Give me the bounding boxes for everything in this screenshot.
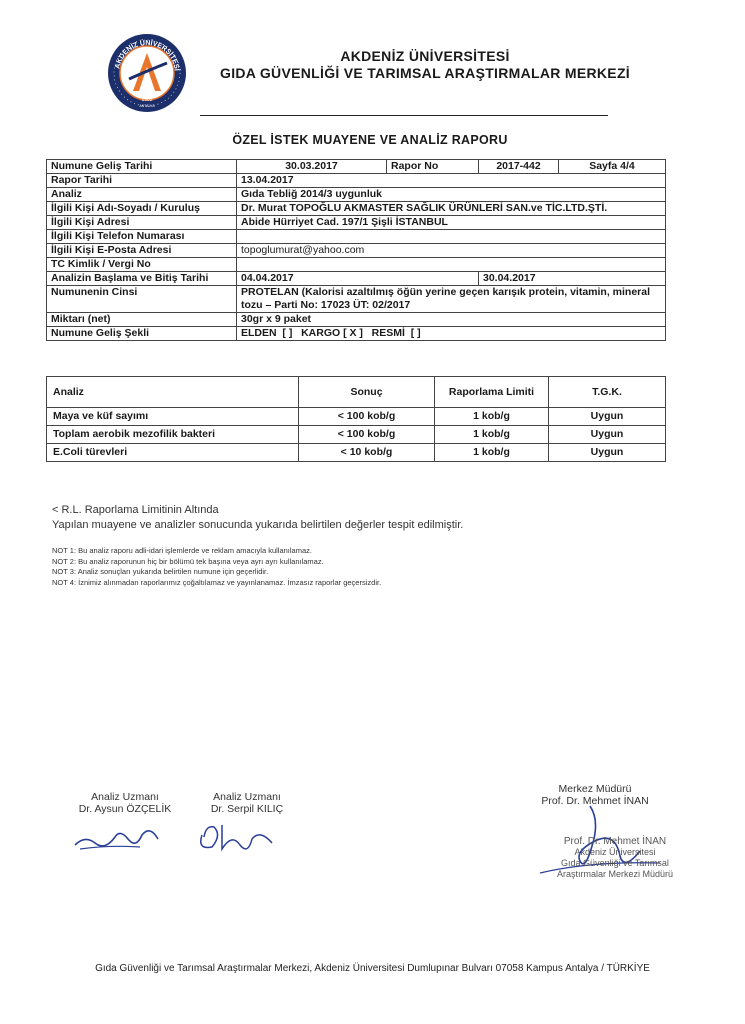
signer-name: Dr. Aysun ÖZÇELİK [78,803,172,815]
signer-name: Prof. Dr. Mehmet İNAN [541,795,649,807]
result-analiz: E.Coli türevleri [47,444,299,462]
sekil-value: ELDEN [ ] KARGO [ X ] RESMİ [ ] [237,327,666,341]
baslama-value: 04.04.2017 [237,272,479,286]
table-row [47,327,666,341]
legend-block [52,503,463,533]
adres-label: İlgili Kişi Adresi [47,216,237,230]
page-footer: Gıda Güvenliği ve Tarımsal Araştırmalar Merkezi, Akdeniz Üniversitesi Dumlupınar Bulvarı 07058 Kampus Antalya / TÜRKİYE [95,963,650,974]
result-tgk: Uygun [549,426,666,444]
column-header-sonuc: Sonuç [299,377,435,408]
column-header-analiz: Analiz [47,377,299,408]
tc-value [237,258,666,272]
result-tgk: Uygun [549,444,666,462]
sample-info-table [46,159,666,341]
note-item: NOT 4: İznimiz alınmadan raporlarımız çoğaltılamaz ve yayınlanamaz. İmzasız raporlar geçersizdir. [52,577,382,587]
table-row [47,272,666,286]
column-header-tgk: T.G.K. [549,377,666,408]
university-name: AKDENİZ ÜNİVERSİTESİ [340,48,510,64]
result-analiz: Maya ve küf sayımı [47,408,299,426]
result-sonuc: < 100 kob/g [299,408,435,426]
rapor-tarihi-label: Rapor Tarihi [47,174,237,188]
eposta-label: İlgili Kişi E-Posta Adresi [47,244,237,258]
result-analiz: Toplam aerobik mezofilik bakteri [47,426,299,444]
header-divider [200,115,608,116]
eposta-value: topoglumurat@yahoo.com [237,244,666,258]
official-stamp [540,836,690,880]
rapor-no-label: Rapor No [387,160,479,174]
result-sonuc: < 100 kob/g [299,426,435,444]
stamp-line: Akdeniz Üniversitesi [574,847,656,857]
signer-title: Merkez Müdürü [558,783,632,795]
signer-title: Analiz Uzmanı [91,791,159,803]
miktar-label: Miktarı (net) [47,313,237,327]
institution-title [200,48,650,82]
note-item: NOT 1: Bu analiz raporu adli-idari işlemlerde ve reklam amacıyla kullanılamaz. [52,546,312,555]
table-row [47,188,666,202]
conclusion-line: Yapılan muayene ve analizler sonucunda yukarıda belirtilen değerler tespit edilmiştir. [52,519,464,531]
notes-block [52,546,381,588]
table-row [47,444,666,462]
logo-year: 1982 [141,97,153,103]
note-item: NOT 2: Bu analiz raporunun hiç bir bölümü tek başına veya ayrı ayrı kullanılamaz. [52,556,324,566]
result-sonuc: < 10 kob/g [299,444,435,462]
table-row [47,286,666,313]
analiz-label: Analiz [47,188,237,202]
stamp-line: Gıda Güvenliği ve Tarımsal [561,858,669,868]
signature-block-1 [70,791,180,860]
table-row [47,174,666,188]
table-row [47,258,666,272]
analiz-value: Gıda Tebliğ 2014/3 uygunluk [237,188,666,202]
result-limit: 1 kob/g [435,426,549,444]
signature-block-3 [520,783,670,807]
table-row [47,160,666,174]
cins-label: Numunenin Cinsi [47,286,237,313]
logo-arc-text: AKDENİZ ÜNİVERSİTESİ [114,39,180,72]
telefon-label: İlgili Kişi Telefon Numarası [47,230,237,244]
table-row [47,244,666,258]
university-logo [107,33,187,113]
page-indicator: Sayfa 4/4 [559,160,666,174]
table-header-row [47,377,666,408]
stamp-line: Araştırmalar Merkezi Müdürü [556,869,674,879]
stamp-line: Prof. Dr. Mehmet İNAN [563,836,667,847]
note-item: NOT 3: Analiz sonuçları yukarıda belirtilen numune için geçerlidir. [52,567,269,576]
table-row [47,408,666,426]
rapor-no-value: 2017-442 [479,160,559,174]
result-tgk: Uygun [549,408,666,426]
signature-block-2 [192,791,302,860]
telefon-value [237,230,666,244]
handwritten-signature-1 [70,815,180,855]
kisi-value: Dr. Murat TOPOĞLU AKMASTER SAĞLIK ÜRÜNLERİ SAN.ve TİC.LTD.ŞTİ. [237,202,666,216]
report-title: ÖZEL İSTEK MUAYENE VE ANALİZ RAPORU [232,133,508,147]
tarih-label: Analizin Başlama ve Bitiş Tarihi [47,272,237,286]
miktar-value: 30gr x 9 paket [237,313,666,327]
legend-line: < R.L. Raporlama Limitinin Altında [52,504,219,516]
table-row [47,230,666,244]
signer-name: Dr. Serpil KILIÇ [210,803,284,815]
result-limit: 1 kob/g [435,444,549,462]
adres-value: Abide Hürriyet Cad. 197/1 Şişli İSTANBUL [237,216,666,230]
handwritten-signature-2 [192,815,302,855]
table-row [47,313,666,327]
kisi-label: İlgili Kişi Adı-Soyadı / Kuruluş [47,202,237,216]
gelis-tarihi-value: 30.03.2017 [237,160,387,174]
column-header-limit: Raporlama Limiti [435,377,549,408]
results-table [46,376,666,462]
sekil-label: Numune Geliş Şekli [47,327,237,341]
cins-value: PROTELAN (Kalorisi azaltılmış öğün yerine geçen karışık protein, vitamin, mineral tozu – Parti No: 17023 ÜT: 02/2017 [237,286,666,313]
table-row [47,216,666,230]
signer-title: Analiz Uzmanı [213,791,281,803]
table-row [47,202,666,216]
gelis-tarihi-label: Numune Geliş Tarihi [47,160,237,174]
bitis-value: 30.04.2017 [479,272,666,286]
center-name: GIDA GÜVENLİĞİ VE TARIMSAL ARAŞTIRMALAR MERKEZİ [220,65,630,81]
rapor-tarihi-value: 13.04.2017 [237,174,666,188]
result-limit: 1 kob/g [435,408,549,426]
logo-city: ANTALYA [139,104,155,108]
table-row [47,426,666,444]
tc-label: TC Kimlik / Vergi No [47,258,237,272]
